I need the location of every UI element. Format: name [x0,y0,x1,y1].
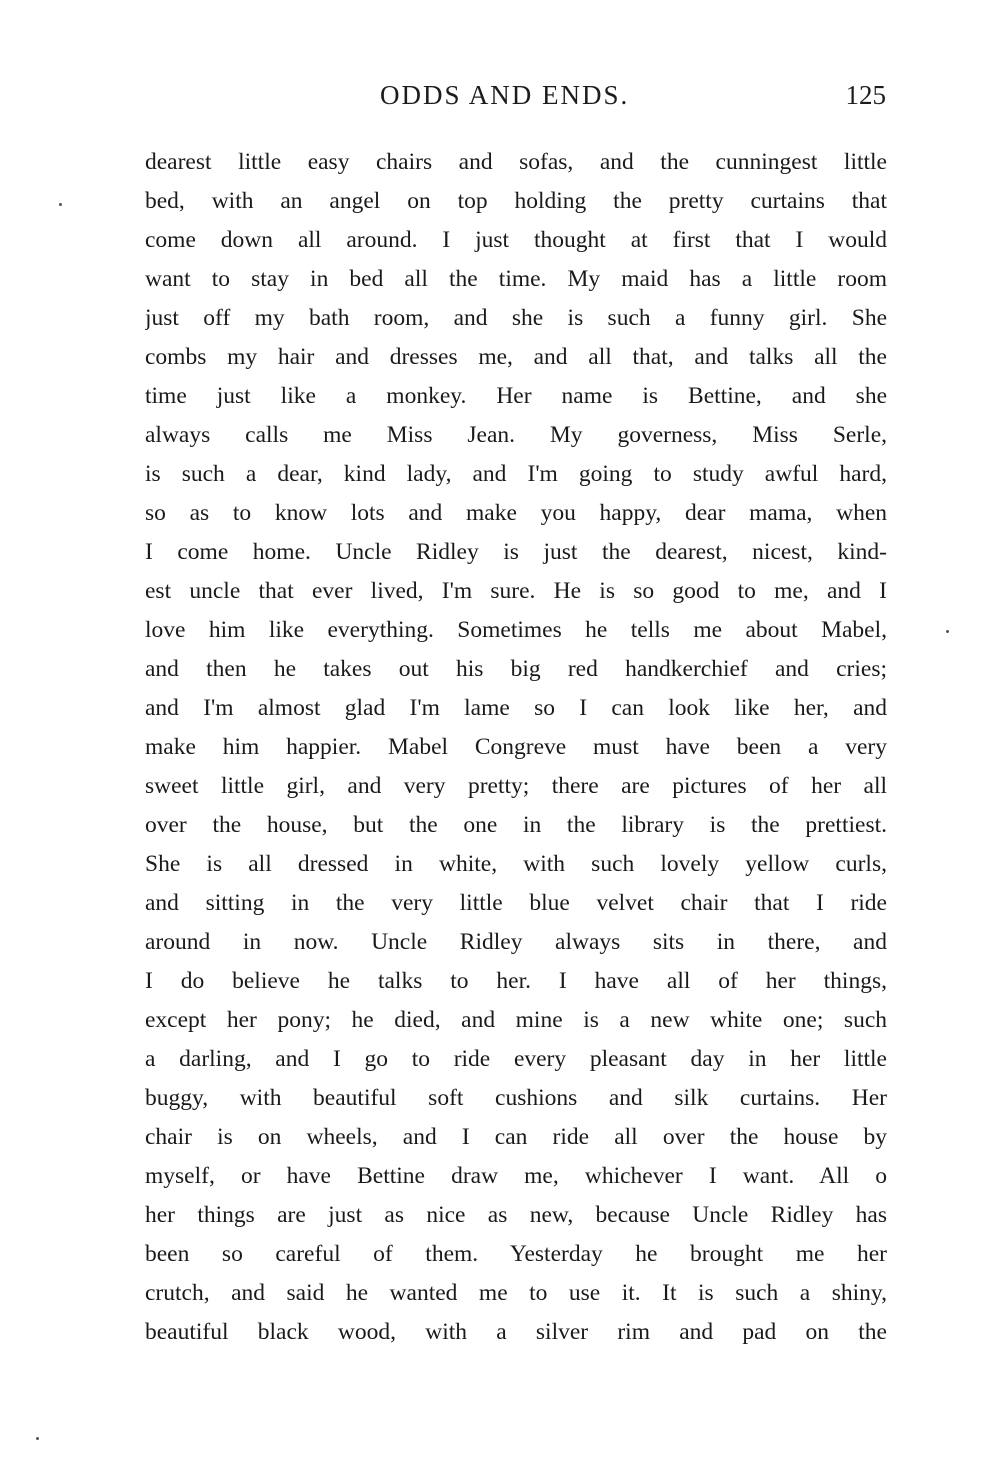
text-line: her things are just as nice as new, because Uncle Ridley has [145,1202,887,1228]
text-line: buggy, with beautiful soft cushions and silk curtains. Her [145,1085,887,1111]
text-line: love him like everything. Sometimes he tells me about Mabel, [145,617,887,643]
text-line: myself, or have Bettine draw me, whichever I want. All o [145,1163,887,1189]
text-line: She is all dressed in white, with such lovely yellow curls, [145,851,887,877]
text-line: just off my bath room, and she is such a funny girl. She [145,305,887,331]
text-line: always calls me Miss Jean. My governess, Miss Serle, [145,422,887,448]
text-line: I do believe he talks to her. I have all of her things, [145,968,887,994]
paper-speck [59,203,62,206]
text-line: so as to know lots and make you happy, dear mama, when [145,500,887,526]
text-line: except her pony; he died, and mine is a new white one; such [145,1007,887,1033]
text-line: want to stay in bed all the time. My maid has a little room [145,266,887,292]
text-line: around in now. Uncle Ridley always sits in there, and [145,929,887,955]
text-line: and sitting in the very little blue velvet chair that I ride [145,890,887,916]
text-line: been so careful of them. Yesterday he brought me her [145,1241,887,1267]
text-line: and then he takes out his big red handkerchief and cries; [145,656,887,682]
text-line: bed, with an angel on top holding the pretty curtains that [145,188,887,214]
text-line: combs my hair and dresses me, and all that, and talks all the [145,344,887,370]
text-line: time just like a monkey. Her name is Bettine, and she [145,383,887,409]
running-head: ODDS AND ENDS. [380,80,630,110]
text-line: over the house, but the one in the library is the prettiest. [145,812,887,838]
text-line: beautiful black wood, with a silver rim and pad on the [145,1319,887,1345]
text-line: make him happier. Mabel Congreve must have been a very [145,734,887,760]
paper-speck [946,630,949,633]
text-line: and I'm almost glad I'm lame so I can look like her, and [145,695,887,721]
text-line: a darling, and I go to ride every pleasant day in her little [145,1046,887,1072]
text-line: crutch, and said he wanted me to use it. It is such a shiny, [145,1280,887,1306]
paper-speck [36,1437,39,1440]
text-line: est uncle that ever lived, I'm sure. He is so good to me, and I [145,578,887,604]
text-line: dearest little easy chairs and sofas, and the cunningest little [145,149,887,175]
text-line: is such a dear, kind lady, and I'm going to study awful hard, [145,461,887,487]
body-text [145,143,887,1352]
text-line: chair is on wheels, and I can ride all over the house by [145,1124,887,1150]
text-line: I come home. Uncle Ridley is just the dearest, nicest, kind- [145,539,887,565]
text-line: sweet little girl, and very pretty; there are pictures of her all [145,773,887,799]
text-line: come down all around. I just thought at first that I would [145,227,887,253]
page-number: 125 [845,80,886,110]
